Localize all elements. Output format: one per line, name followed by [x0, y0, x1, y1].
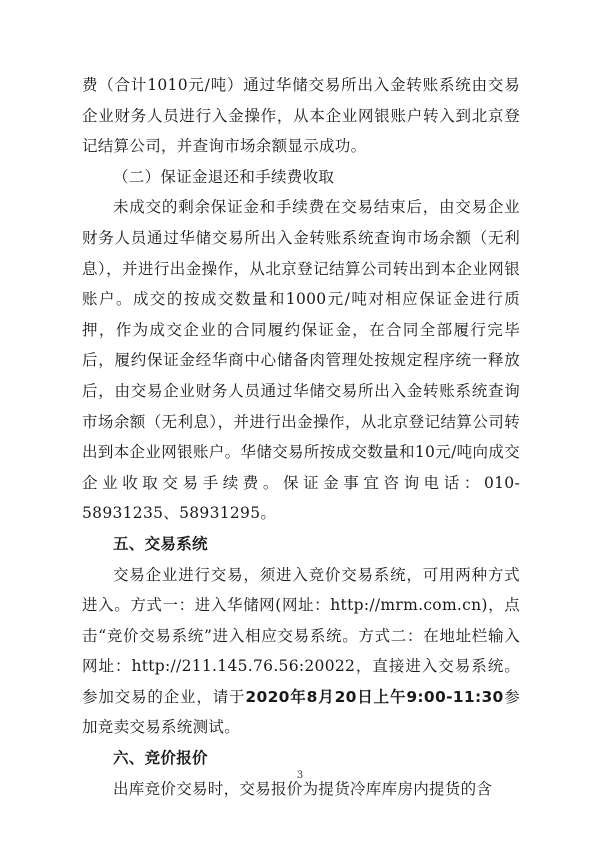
paragraph-refund-details: 未成交的剩余保证金和手续费在交易结束后，由交易企业财务人员通过华储交易所出入金转账系统查询市场余额（无利息），并进行出金操作，从北京登记结算公司转出到本企业网银账户。成交的按成交数量和1000元/吨对相应保证金进行质押，作为成交企业的合同履约保证金，在合同全部履行完毕后，履约保证金经华商中心储备肉管理处按规定程序统一释放后，由交易企业财务人员通过华储交易所出入金转账系统查询市场余额（无利息），并进行出金操作，从北京登记结算公司转出到本企业网银账户。华储交易所按成交数量和10元/吨向成交企业收取交易手续费。保证金事宜咨询电话：010-58931235、58931295。 — [82, 198, 520, 523]
document-body — [82, 70, 520, 804]
trading-system-text-1: 交易企业进行交易，须进入竞价交易系统，可用两种方式进入。方式一：进入华储网(网址：http://mrm.com.cn)，点击“竞价交易系统”进入相应交易系统。方式二：在地址栏输入网址：http://211.145.76.56:20022，直接进入交易系统。参加交易的企业，请于 — [82, 565, 520, 706]
paragraph-deposit-transfer: 费（合计1010元/吨）通过华储交易所出入金转账系统由交易企业财务人员进行入金操作，从本企业网银账户转入到北京登记结算公司，并查询市场余额显示成功。 — [82, 76, 520, 156]
section-heading-bidding: 六、竞价报价 — [113, 749, 208, 768]
trading-system-text-2: 参加竞卖交易系统测试。 — [82, 687, 520, 737]
page-number: 3 — [296, 770, 304, 781]
paragraph-bidding: 出库竞价交易时，交易报价为提货冷库库房内提货的含 — [113, 779, 493, 798]
test-date-text: 2020年8月20日上午9:00-11:30 — [245, 687, 504, 706]
section-heading-trading-system: 五、交易系统 — [113, 534, 208, 553]
paragraph-trading-system — [82, 560, 520, 744]
section-heading-refund: （二）保证金退还和手续费收取 — [113, 167, 335, 186]
